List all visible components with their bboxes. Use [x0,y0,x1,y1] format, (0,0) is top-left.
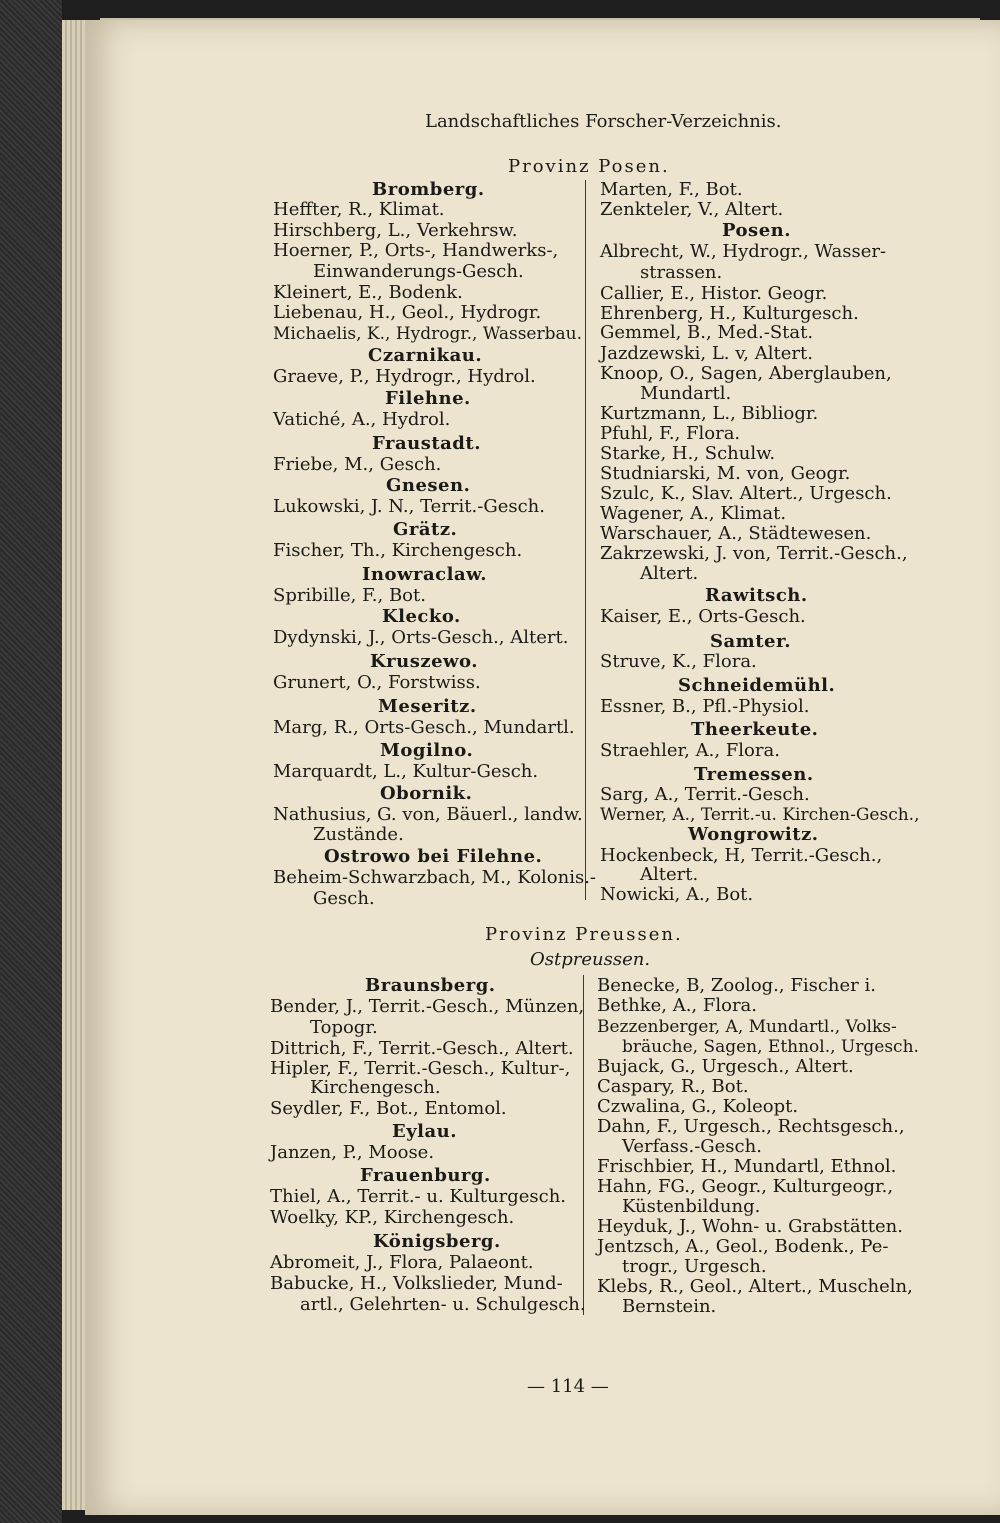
entry: Werner, A., Territ.-u. Kirchen-Gesch., [600,805,920,825]
place-heading: Mogilno. [380,740,474,761]
entry: Vatiché, A., Hydrol. [273,409,451,430]
place-heading: Königsberg. [373,1231,501,1252]
entry: artl., Gelehrten- u. Schulgesch. [300,1294,586,1315]
entry: Zakrzewski, J. von, Territ.-Gesch., [600,543,908,564]
entry: bräuche, Sagen, Ethnol., Urgesch. [622,1037,919,1057]
place-heading: Klecko. [382,606,461,627]
entry: Verfass.-Gesch. [622,1136,762,1157]
entry: Seydler, F., Bot., Entomol. [270,1098,507,1119]
entry: Thiel, A., Territ.- u. Kulturgesch. [270,1186,567,1207]
entry: Friebe, M., Gesch. [273,454,442,475]
place-heading: Braunsberg. [365,975,496,996]
entry: Klebs, R., Geol., Altert., Muscheln, [597,1276,913,1297]
place-heading: Fraustadt. [372,433,481,454]
entry: Zustände. [313,824,404,845]
place-heading: Ostrowo bei Filehne. [324,846,543,867]
entry: Studniarski, M. von, Geogr. [600,463,851,484]
entry: Straehler, A., Flora. [600,740,780,761]
page-number: — 114 — [527,1376,609,1397]
entry: Benecke, B, Zoolog., Fischer i. [597,975,876,996]
entry: Nowicki, A., Bot. [600,884,754,905]
entry: Hoerner, P., Orts-, Handwerks-, [273,240,559,261]
entry: Topogr. [310,1017,378,1038]
place-heading: Filehne. [385,388,471,409]
subsection-heading: Ostpreussen. [530,949,651,970]
entry: Jazdzewski, L. v, Altert. [600,343,813,364]
entry: Frischbier, H., Mundartl, Ethnol. [597,1156,897,1177]
entry: Szulc, K., Slav. Altert., Urgesch. [600,483,892,504]
section-heading-posen: Provinz Posen. [508,156,670,177]
place-heading: Czarnikau. [368,345,483,366]
place-heading: Samter. [710,631,792,652]
entry: Kurtzmann, L., Bibliogr. [600,403,819,424]
entry: Gesch. [313,888,375,909]
entry: Nathusius, G. von, Bäuerl., landw. [273,804,583,825]
entry: Knoop, O., Sagen, Aberglauben, [600,363,892,384]
entry: Küstenbildung. [622,1196,761,1217]
entry: Marg, R., Orts-Gesch., Mundartl. [273,717,575,738]
entry: Hahn, FG., Geogr., Kulturgeogr., [597,1176,894,1197]
entry: Fischer, Th., Kirchengesch. [273,540,523,561]
entry: Hipler, F., Territ.-Gesch., Kultur-, [270,1058,571,1079]
entry: Abromeit, J., Flora, Palaeont. [270,1252,534,1273]
entry: Hockenbeck, H, Territ.-Gesch., [600,845,883,866]
entry: Liebenau, H., Geol., Hydrogr. [273,302,542,323]
place-heading: Rawitsch. [705,585,808,606]
entry: Dydynski, J., Orts-Gesch., Altert. [273,627,569,648]
entry: Kleinert, E., Bodenk. [273,282,463,303]
entry: Janzen, P., Moose. [270,1142,435,1163]
entry: Wagener, A., Klimat. [600,503,787,524]
entry: Lukowski, J. N., Territ.-Gesch. [273,496,545,517]
entry: Pfuhl, F., Flora. [600,423,741,444]
place-heading: Meseritz. [378,696,477,717]
place-heading: Theerkeute. [691,719,819,740]
entry: Altert. [640,563,699,584]
entry: Bezzenberger, A, Mundartl., Volks- [597,1017,897,1037]
entry: Caspary, R., Bot. [597,1076,749,1097]
entry: strassen. [640,262,723,283]
entry: Marten, F., Bot. [600,179,743,200]
place-heading: Posen. [722,220,791,241]
entry: Einwanderungs-Gesch. [313,261,524,282]
entry: Jentzsch, A., Geol., Bodenk., Pe- [597,1236,889,1257]
entry: Kaiser, E., Orts-Gesch. [600,606,806,627]
entry: Graeve, P., Hydrogr., Hydrol. [273,366,536,387]
place-heading: Kruszewo. [370,651,478,672]
column-divider [585,180,586,900]
entry: Mundartl. [640,383,732,404]
entry: Marquardt, L., Kultur-Gesch. [273,761,539,782]
entry: Babucke, H., Volkslieder, Mund- [270,1273,563,1294]
entry: Spribille, F., Bot. [273,585,426,606]
entry: Heyduk, J., Wohn- u. Grabstätten. [597,1216,903,1237]
entry: Bender, J., Territ.-Gesch., Münzen, [270,996,585,1017]
place-heading: Gnesen. [386,475,471,496]
place-heading: Bromberg. [372,179,485,200]
entry: Ehrenberg, H., Kulturgesch. [600,303,859,324]
entry: Bethke, A., Flora. [597,995,758,1016]
entry: Essner, B., Pfl.-Physiol. [600,696,810,717]
place-heading: Grätz. [393,519,458,540]
entry: Woelky, KP., Kirchengesch. [270,1207,515,1228]
place-heading: Obornik. [380,783,473,804]
entry: Callier, E., Histor. Geogr. [600,283,828,304]
place-heading: Frauenburg. [360,1165,491,1186]
entry: Zenkteler, V., Altert. [600,199,784,220]
place-heading: Inowraclaw. [362,564,488,585]
place-heading: Schneidemühl. [678,675,836,696]
entry: Michaelis, K., Hydrogr., Wasserbau. [273,324,582,344]
entry: Czwalina, G., Koleopt. [597,1096,799,1117]
entry: Hirschberg, L., Verkehrsw. [273,220,518,241]
section-heading-preussen: Provinz Preussen. [485,924,683,945]
entry: Starke, H., Schulw. [600,443,776,464]
entry: Struve, K., Flora. [600,651,757,672]
entry: Altert. [640,864,699,885]
entry: Grunert, O., Forstwiss. [273,672,481,693]
entry: Gemmel, B., Med.-Stat. [600,322,814,343]
running-head: Landschaftliches Forscher-Verzeichnis. [425,111,782,132]
entry: Bujack, G., Urgesch., Altert. [597,1056,854,1077]
place-heading: Wongrowitz. [688,824,819,845]
entry: Warschauer, A., Städtewesen. [600,523,872,544]
place-heading: Tremessen. [694,764,814,785]
entry: Sarg, A., Territ.-Gesch. [600,784,810,805]
entry: Beheim-Schwarzbach, M., Kolonis.- [273,867,597,888]
entry: Albrecht, W., Hydrogr., Wasser- [600,241,887,262]
entry: Dittrich, F., Territ.-Gesch., Altert. [270,1038,574,1059]
entry: Bernstein. [622,1296,717,1317]
entry: trogr., Urgesch. [622,1256,767,1277]
place-heading: Eylau. [392,1121,458,1142]
entry: Heffter, R., Klimat. [273,199,445,220]
entry: Kirchengesch. [310,1077,441,1098]
binding-cloth [0,0,62,1523]
entry: Dahn, F., Urgesch., Rechtsgesch., [597,1116,905,1137]
column-divider [583,975,584,1315]
